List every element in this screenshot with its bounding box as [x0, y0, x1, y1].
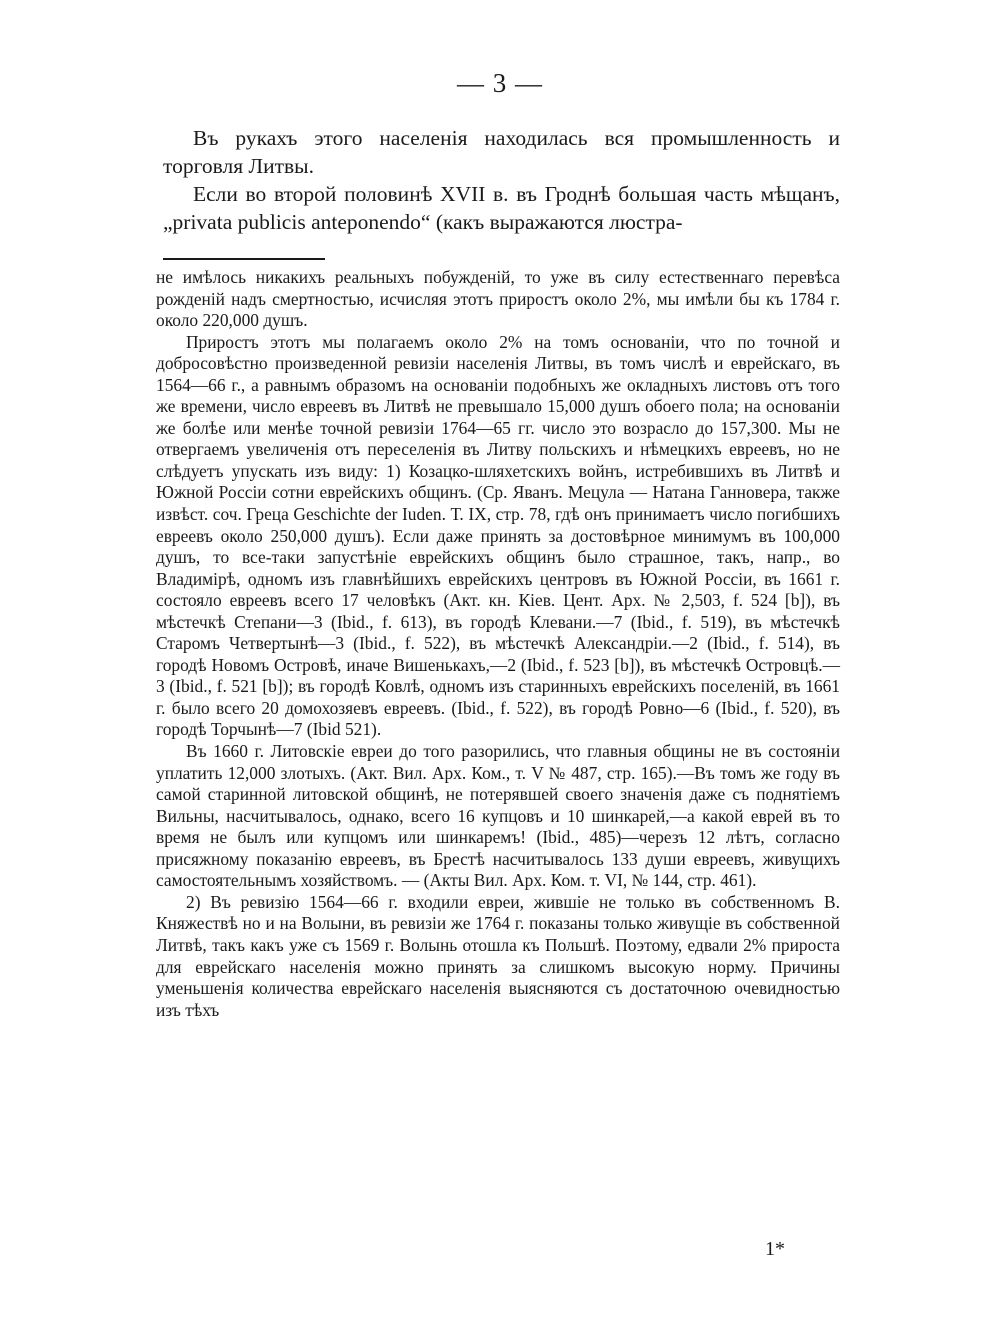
footnote-separator	[163, 258, 325, 260]
footnote-paragraph: не имѣлось никакихъ реальныхъ побужденій, то уже въ силу естественнаго перевѣса рожденій надъ смертностью, исчисляя этотъ приростъ около 2%, мы имѣли бы къ 1784 г. около 220,000 душъ.	[156, 267, 840, 331]
footnote-paragraph: 2) Въ ревизію 1564—66 г. входили евреи, жившіе не только въ собственномъ В. Княжествѣ но и на Волыни, въ ревизіи же 1764 г. показаны только живущіе въ собственной Литвѣ, такъ какъ уже съ 1569 г. Волынь отошла къ Польшѣ. Поэтому, едвали 2% прироста для еврейскаго населенія можно принять за слишкомъ высокую норму. Причины уменьшенія количества еврейскаго населенія выясняются съ достаточною очевидностью изъ тѣхъ	[156, 891, 840, 1020]
footnotes	[156, 267, 840, 1021]
main-paragraph: Въ рукахъ этого населенія находилась вся промышленность и торговля Литвы.	[163, 126, 840, 178]
main-paragraph: Если во второй половинѣ XVII в. въ Гроднѣ большая часть мѣщанъ, „privata publicis anteponendo“ (какъ выражаются люстра-	[163, 182, 840, 234]
signature-mark: 1*	[765, 1238, 785, 1260]
page-number: — 3 —	[457, 68, 543, 98]
footnote-paragraph: Приростъ этотъ мы полагаемъ около 2% на томъ основаніи, что по точной и добросовѣстно произведенной ревизіи населенія Литвы, въ томъ числѣ и еврейскаго, въ 1564—66 г., а равнымъ образомъ на основаніи подобныхъ же окладныхъ листовъ отъ того же времени, число евреевъ въ Литвѣ не превышало 15,000 душъ обоего пола; на основаніи же болѣе или менѣе точной ревизіи 1764—65 гг. число это возрасло до 157,300. Мы не отвергаемъ увеличенія отъ переселенія въ Литву польскихъ и нѣмецкихъ евреевъ, но не слѣдуетъ упускать изъ виду: 1) Козацко-шляхетскихъ войнъ, истребившихъ въ Литвѣ и Южной Россіи сотни еврейскихъ общинъ. (Ср. Яванъ. Мецула — Натана Ганновера, также извѣст. соч. Греца Geschichte der Iuden. Т. IX, стр. 78, гдѣ онъ принимаетъ число погибшихъ евреевъ около 250,000 душъ). Если даже принять за достовѣрное минимумъ въ 100,000 душъ, то все-таки запустѣніе еврейскихъ общинъ было страшное, такъ, напр., во Владимірѣ, одномъ изъ главнѣйшихъ еврейскихъ центровъ въ Южной Россіи, въ 1661 г. состояло евреевъ всего 17 человѣкъ (Акт. кн. Кіев. Цент. Арх. № 2,503, f. 524 [b]), въ мѣстечкѣ Степани—3 (Ibid., f. 613), въ городѣ Клевани.—7 (Ibid., f. 519), въ мѣстечкѣ Старомъ Четвертынѣ—3 (Ibid., f. 522), въ мѣстечкѣ Александріи.—2 (Ibid., f. 514), въ городѣ Новомъ Островѣ, иначе Вишенькахъ,—2 (Ibid., f. 523 [b]), въ мѣстечкѣ Островцѣ.—3 (Ibid., f. 521 [b]); въ городѣ Ковлѣ, одномъ изъ старинныхъ еврейскихъ поселеній, въ 1661 г. было всего 20 домохозяевъ евреевъ. (Ibid., f. 522), въ городѣ Ровно—6 (Ibid., f. 520), въ городѣ Торчынѣ—7 (Ibid 521).	[156, 331, 840, 740]
footnote-paragraph: Въ 1660 г. Литовскіе евреи до того разорились, что главныя общины не въ состояніи уплатить 12,000 злотыхъ. (Акт. Вил. Арх. Ком., т. V № 487, стр. 165).—Въ томъ же году въ самой старинной литовской общинѣ, не потерявшей своего значенія даже съ поднятіемъ Вильны, насчитывалось, однако, всего 16 купцовъ и 10 шинкарей,—а какой еврей въ то время не былъ или купцомъ или шинкаремъ! (Ibid., 485)—черезъ 12 лѣтъ, согласно присяжному показанію евреевъ, въ Брестѣ насчитывалось 133 души евреевъ, живущихъ самостоятельнымъ хозяйствомъ. — (Акты Вил. Арх. Ком. т. VI, № 144, стр. 461).	[156, 741, 840, 891]
main-text	[163, 124, 840, 236]
